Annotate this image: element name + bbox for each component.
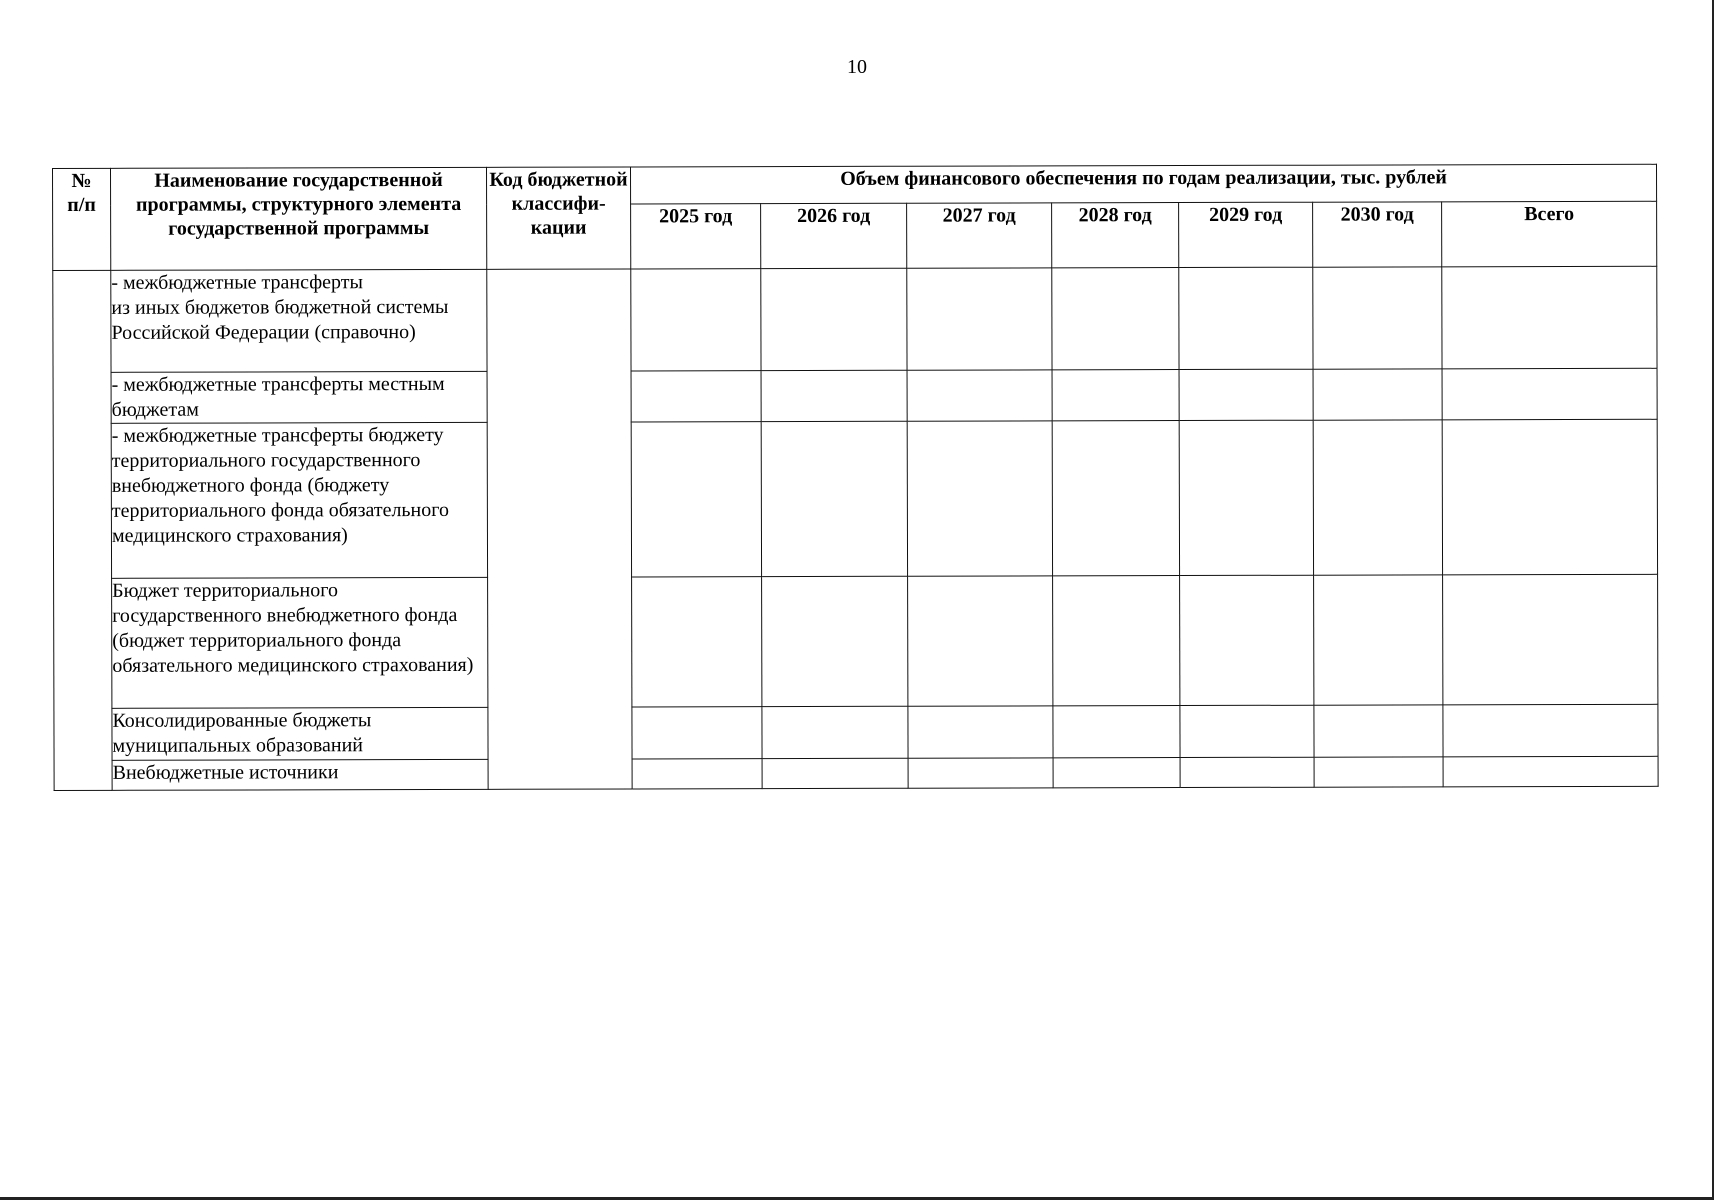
header-year-2025: 2025 год [631, 204, 761, 269]
value-cell-2026 [761, 421, 907, 576]
value-cell-2028 [1052, 370, 1179, 421]
value-cell-2025 [632, 577, 762, 707]
value-cell-2029 [1179, 267, 1313, 369]
value-cell-2026 [762, 706, 908, 758]
row-label: - межбюджетные трансферты из иных бюджетов бюджетной системы Российской Федерации (справочно) [111, 269, 487, 372]
header-row-number: № п/п [53, 168, 111, 270]
budget-code-cell [487, 269, 632, 789]
value-cell-2027 [907, 421, 1052, 576]
value-cell-2029 [1180, 705, 1314, 757]
value-cell-2027 [908, 576, 1053, 706]
value-cell-total [1443, 756, 1658, 787]
value-cell-2030 [1314, 575, 1443, 705]
value-cell-total [1443, 704, 1658, 757]
row-label: Консолидированные бюджеты муниципальных образований [112, 707, 488, 760]
value-cell-2026 [762, 576, 908, 706]
header-year-2027: 2027 год [907, 203, 1052, 268]
value-cell-total [1442, 266, 1657, 369]
header-financing-volume: Объем финансового обеспечения по годам реализации, тыс. рублей [630, 164, 1656, 204]
row-label: - межбюджетные трансферты местным бюджетам [111, 371, 487, 423]
value-cell-2030 [1313, 369, 1442, 420]
header-year-2029: 2029 год [1179, 202, 1313, 267]
value-cell-2028 [1053, 706, 1180, 758]
value-cell-2028 [1053, 576, 1180, 706]
value-cell-2025 [631, 371, 761, 422]
value-cell-2030 [1313, 267, 1442, 369]
table-row [54, 574, 1658, 708]
page-number: 10 [847, 56, 867, 78]
header-year-2030: 2030 год [1313, 202, 1442, 267]
value-cell-total [1442, 368, 1657, 420]
value-cell-2025 [631, 422, 761, 577]
value-cell-2027 [907, 370, 1052, 421]
value-cell-2030 [1314, 705, 1443, 757]
value-cell-2025 [631, 269, 761, 371]
value-cell-2028 [1052, 421, 1179, 576]
header-total: Всего [1442, 201, 1657, 267]
header-program-name: Наименование государственной программы, структурного элемента государственной программы [111, 167, 487, 270]
value-cell-2029 [1179, 420, 1313, 575]
value-cell-2030 [1314, 757, 1443, 787]
value-cell-2029 [1180, 757, 1314, 787]
value-cell-2028 [1053, 758, 1180, 788]
row-label: - межбюджетные трансферты бюджету территориального государственного внебюджетного фонда (бюджету территориального фонда обязательного медицинского страхования) [111, 422, 487, 578]
value-cell-2027 [907, 268, 1052, 370]
row-label: Бюджет территориального государственного внебюджетного фонда (бюджет территориального фонда обязательного медицинского страхования) [112, 577, 488, 708]
table-row [54, 756, 1658, 790]
value-cell-2025 [632, 759, 762, 789]
value-cell-2030 [1313, 420, 1442, 575]
table-row [53, 419, 1657, 578]
header-year-2026: 2026 год [761, 203, 907, 268]
value-cell-2026 [762, 758, 908, 788]
table-row [54, 704, 1658, 760]
value-cell-2027 [908, 758, 1053, 788]
value-cell-2026 [761, 370, 907, 421]
header-year-2028: 2028 год [1052, 203, 1179, 268]
value-cell-2025 [632, 707, 762, 759]
row-label: Внебюджетные источники [112, 759, 488, 790]
value-cell-2029 [1179, 369, 1313, 420]
table-row [53, 266, 1657, 372]
value-cell-2028 [1052, 268, 1179, 370]
table-row [53, 368, 1657, 423]
value-cell-2026 [761, 268, 907, 370]
value-cell-total [1442, 419, 1657, 575]
value-cell-2029 [1180, 575, 1314, 705]
value-cell-total [1443, 574, 1658, 705]
row-number-cell [53, 270, 112, 790]
budget-table [52, 164, 1659, 791]
value-cell-2027 [908, 706, 1053, 758]
header-budget-code: Код бюджетной классифи-кации [486, 167, 630, 269]
